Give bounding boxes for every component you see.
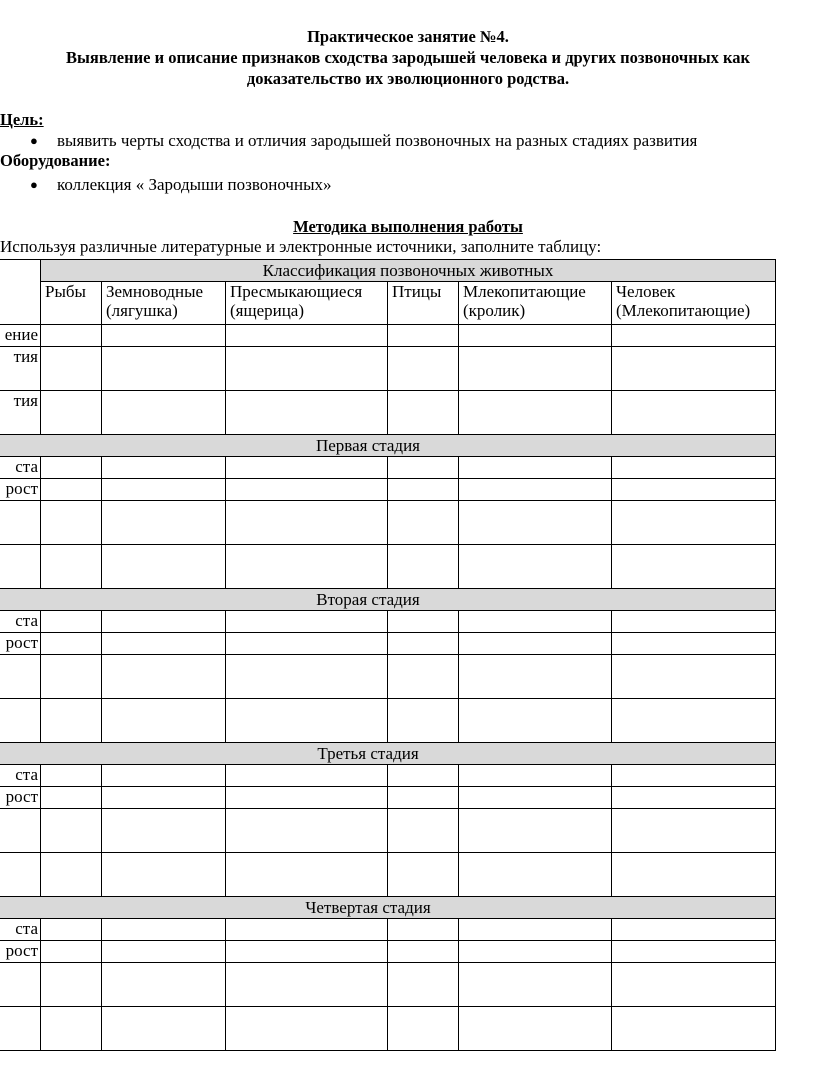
answer-cell[interactable] <box>612 655 776 699</box>
row-label: ста <box>0 919 41 941</box>
answer-cell[interactable] <box>102 325 226 347</box>
answer-cell[interactable] <box>226 633 388 655</box>
answer-cell[interactable] <box>102 699 226 743</box>
answer-cell[interactable] <box>226 325 388 347</box>
answer-cell[interactable] <box>41 501 102 545</box>
answer-cell[interactable] <box>102 809 226 853</box>
answer-cell[interactable] <box>41 963 102 1007</box>
answer-cell[interactable] <box>41 765 102 787</box>
answer-cell[interactable] <box>388 479 459 501</box>
group-header: Классификация позвоночных животных <box>41 260 776 282</box>
answer-cell[interactable] <box>102 633 226 655</box>
answer-cell[interactable] <box>612 479 776 501</box>
answer-cell[interactable] <box>459 633 612 655</box>
answer-cell[interactable] <box>102 501 226 545</box>
answer-cell[interactable] <box>41 325 102 347</box>
answer-cell[interactable] <box>459 655 612 699</box>
answer-cell[interactable] <box>102 655 226 699</box>
table-row <box>0 787 776 809</box>
answer-cell[interactable] <box>226 963 388 1007</box>
answer-cell[interactable] <box>41 479 102 501</box>
row-label <box>0 545 41 589</box>
answer-cell[interactable] <box>612 919 776 941</box>
answer-cell[interactable] <box>388 809 459 853</box>
bullet-icon: ● <box>30 177 38 192</box>
stage-header: Четвертая стадия <box>0 897 776 919</box>
row-label <box>0 655 41 699</box>
answer-cell[interactable] <box>459 765 612 787</box>
answer-cell[interactable] <box>612 347 776 391</box>
table-row <box>0 919 776 941</box>
page-title-line1: Практическое занятие №4. <box>307 27 509 46</box>
answer-cell[interactable] <box>102 765 226 787</box>
answer-cell[interactable] <box>226 853 388 897</box>
table-row <box>0 611 776 633</box>
answer-cell[interactable] <box>459 699 612 743</box>
answer-cell[interactable] <box>226 919 388 941</box>
table-row <box>0 853 776 897</box>
answer-cell[interactable] <box>41 655 102 699</box>
stage-header: Первая стадия <box>0 435 776 457</box>
answer-cell[interactable] <box>41 391 102 435</box>
goal-text: выявить черты сходства и отличия зародышей позвоночных на разных стадиях развития <box>57 131 698 150</box>
answer-cell[interactable] <box>612 633 776 655</box>
answer-cell[interactable] <box>102 457 226 479</box>
answer-cell[interactable] <box>459 457 612 479</box>
answer-cell[interactable] <box>459 391 612 435</box>
answer-cell[interactable] <box>41 457 102 479</box>
answer-cell[interactable] <box>612 391 776 435</box>
answer-cell[interactable] <box>41 699 102 743</box>
answer-cell[interactable] <box>102 853 226 897</box>
table-row <box>0 699 776 743</box>
answer-cell[interactable] <box>612 787 776 809</box>
row-label: ста <box>0 765 41 787</box>
answer-cell[interactable] <box>102 787 226 809</box>
row-label <box>0 853 41 897</box>
answer-cell[interactable] <box>459 545 612 589</box>
answer-cell[interactable] <box>459 853 612 897</box>
answer-cell[interactable] <box>459 347 612 391</box>
page-title-line2: Выявление и описание признаков сходства зародышей человека и других позвоночных как <box>66 48 750 67</box>
table-row <box>0 655 776 699</box>
table-row <box>0 633 776 655</box>
row-label <box>0 699 41 743</box>
answer-cell[interactable] <box>612 941 776 963</box>
row-label: ение <box>0 325 41 347</box>
answer-cell[interactable] <box>388 963 459 1007</box>
row-label: ста <box>0 611 41 633</box>
answer-cell[interactable] <box>41 919 102 941</box>
answer-cell[interactable] <box>388 655 459 699</box>
answer-cell[interactable] <box>459 919 612 941</box>
answer-cell[interactable] <box>612 457 776 479</box>
table-row <box>0 963 776 1007</box>
column-header: Земноводные (лягушка) <box>102 282 226 325</box>
answer-cell[interactable] <box>612 809 776 853</box>
row-label: тия <box>0 391 41 435</box>
answer-cell[interactable] <box>612 853 776 897</box>
table-row <box>0 941 776 963</box>
answer-cell[interactable] <box>226 809 388 853</box>
stage-header-row <box>0 743 776 765</box>
answer-cell[interactable] <box>102 611 226 633</box>
answer-cell[interactable] <box>102 919 226 941</box>
table-row <box>0 501 776 545</box>
answer-cell[interactable] <box>102 1007 226 1051</box>
table-row <box>0 391 776 435</box>
row-label: рост <box>0 633 41 655</box>
answer-cell[interactable] <box>388 941 459 963</box>
column-header: Птицы <box>388 282 459 325</box>
answer-cell[interactable] <box>41 941 102 963</box>
answer-cell[interactable] <box>226 391 388 435</box>
table-row <box>0 765 776 787</box>
stage-header: Третья стадия <box>0 743 776 765</box>
answer-cell[interactable] <box>459 941 612 963</box>
answer-cell[interactable] <box>41 611 102 633</box>
answer-cell[interactable] <box>226 611 388 633</box>
column-header: Человек (Млекопитающие) <box>612 282 776 325</box>
answer-cell[interactable] <box>41 633 102 655</box>
answer-cell[interactable] <box>459 479 612 501</box>
column-header: Млекопитающие (кролик) <box>459 282 612 325</box>
answer-cell[interactable] <box>226 787 388 809</box>
answer-cell[interactable] <box>388 765 459 787</box>
answer-cell[interactable] <box>226 347 388 391</box>
answer-cell[interactable] <box>388 545 459 589</box>
answer-cell[interactable] <box>226 765 388 787</box>
table-row <box>0 325 776 347</box>
answer-cell[interactable] <box>388 347 459 391</box>
answer-cell[interactable] <box>102 963 226 1007</box>
equipment-text: коллекция « Зародыши позвоночных» <box>57 175 332 194</box>
table-row <box>0 1007 776 1051</box>
column-header-row <box>0 282 776 325</box>
stage-header-row <box>0 589 776 611</box>
answer-cell[interactable] <box>41 1007 102 1051</box>
answer-cell[interactable] <box>612 1007 776 1051</box>
answer-cell[interactable] <box>612 765 776 787</box>
answer-cell[interactable] <box>388 853 459 897</box>
answer-cell[interactable] <box>612 699 776 743</box>
answer-cell[interactable] <box>41 347 102 391</box>
method-heading: Методика выполнения работы <box>293 217 523 236</box>
answer-cell[interactable] <box>41 787 102 809</box>
answer-cell[interactable] <box>102 347 226 391</box>
row-label <box>0 1007 41 1051</box>
method-intro: Используя различные литературные и электронные источники, заполните таблицу: <box>0 237 602 256</box>
answer-cell[interactable] <box>226 457 388 479</box>
answer-cell[interactable] <box>226 699 388 743</box>
page-title-line3: доказательство их эволюционного родства. <box>246 69 570 88</box>
answer-cell[interactable] <box>388 391 459 435</box>
bullet-icon: ● <box>30 133 38 148</box>
answer-cell[interactable] <box>388 633 459 655</box>
answer-cell[interactable] <box>388 611 459 633</box>
answer-cell[interactable] <box>226 479 388 501</box>
answer-cell[interactable] <box>459 611 612 633</box>
answer-cell[interactable] <box>226 545 388 589</box>
answer-cell[interactable] <box>459 963 612 1007</box>
answer-cell[interactable] <box>459 501 612 545</box>
answer-cell[interactable] <box>226 1007 388 1051</box>
answer-cell[interactable] <box>459 787 612 809</box>
table-row <box>0 457 776 479</box>
answer-cell[interactable] <box>459 325 612 347</box>
row-label <box>0 809 41 853</box>
answer-cell[interactable] <box>41 545 102 589</box>
answer-cell[interactable] <box>388 699 459 743</box>
column-header: Пресмыкающиеся (ящерица) <box>226 282 388 325</box>
answer-cell[interactable] <box>388 325 459 347</box>
answer-cell[interactable] <box>388 919 459 941</box>
answer-cell[interactable] <box>102 545 226 589</box>
answer-cell[interactable] <box>41 853 102 897</box>
stage-header-row <box>0 435 776 457</box>
table-row <box>0 545 776 589</box>
row-label: рост <box>0 479 41 501</box>
row-label: рост <box>0 941 41 963</box>
answer-cell[interactable] <box>226 655 388 699</box>
stage-header-row <box>0 897 776 919</box>
row-label: ста <box>0 457 41 479</box>
answer-cell[interactable] <box>41 809 102 853</box>
column-header: Рыбы <box>41 282 102 325</box>
row-label: рост <box>0 787 41 809</box>
row-label: тия <box>0 347 41 391</box>
answer-cell[interactable] <box>226 501 388 545</box>
table-row <box>0 809 776 853</box>
answer-cell[interactable] <box>612 325 776 347</box>
answer-cell[interactable] <box>612 963 776 1007</box>
answer-cell[interactable] <box>102 941 226 963</box>
answer-cell[interactable] <box>388 457 459 479</box>
stage-header: Вторая стадия <box>0 589 776 611</box>
row-label <box>0 501 41 545</box>
answer-cell[interactable] <box>388 787 459 809</box>
corner-cell <box>0 260 41 325</box>
comparison-table <box>0 259 776 1051</box>
answer-cell[interactable] <box>226 941 388 963</box>
answer-cell[interactable] <box>612 611 776 633</box>
goal-label: Цель: <box>0 110 44 129</box>
answer-cell[interactable] <box>102 391 226 435</box>
table-row <box>0 479 776 501</box>
row-label <box>0 963 41 1007</box>
equipment-label: Оборудование: <box>0 151 111 170</box>
answer-cell[interactable] <box>459 1007 612 1051</box>
answer-cell[interactable] <box>612 501 776 545</box>
table-row <box>0 347 776 391</box>
answer-cell[interactable] <box>388 501 459 545</box>
answer-cell[interactable] <box>102 479 226 501</box>
answer-cell[interactable] <box>612 545 776 589</box>
answer-cell[interactable] <box>459 809 612 853</box>
answer-cell[interactable] <box>388 1007 459 1051</box>
